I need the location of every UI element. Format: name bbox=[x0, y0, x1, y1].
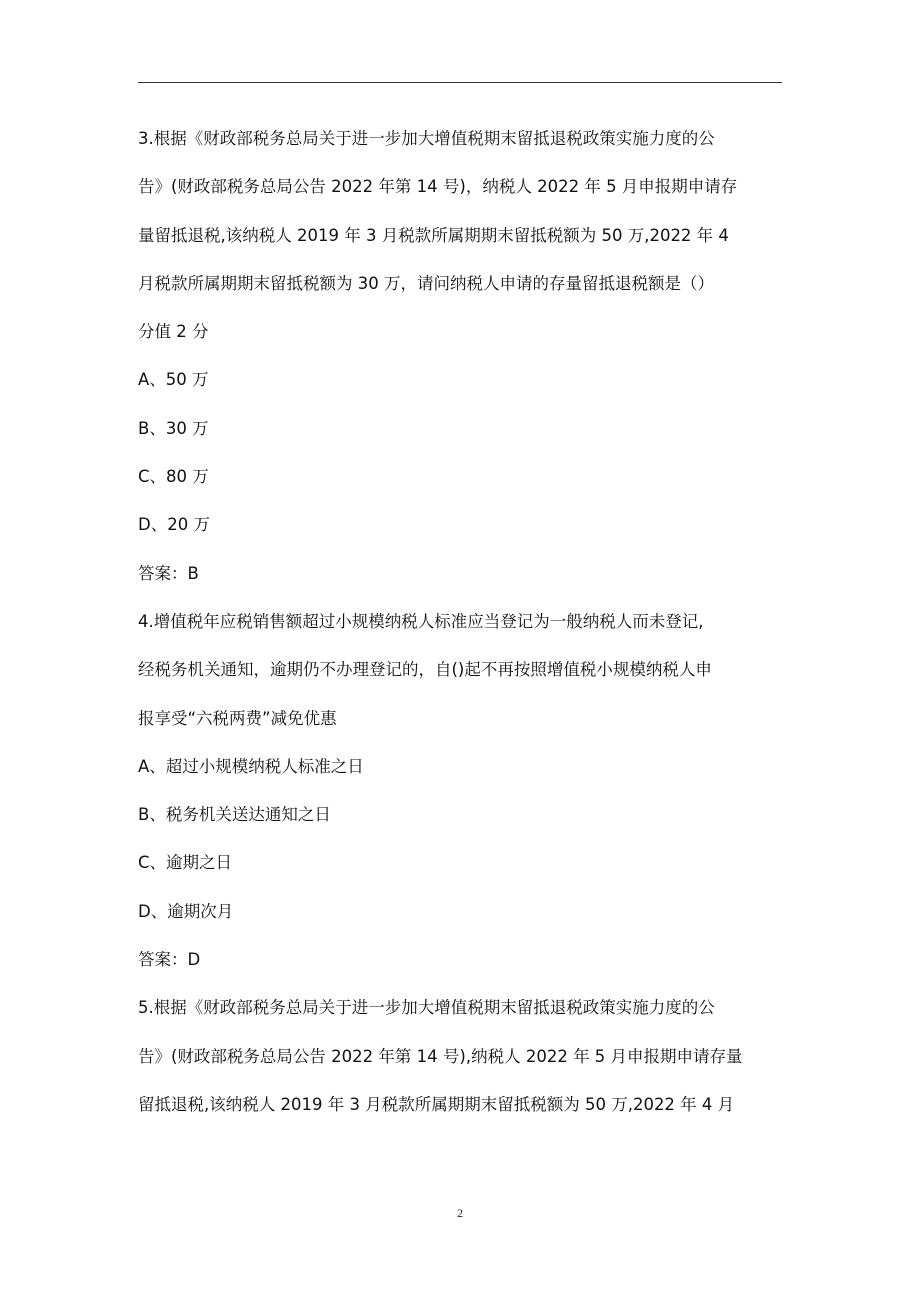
page-content bbox=[138, 115, 788, 1129]
question-4-line-3: 报享受“六税两费”减免优惠 bbox=[138, 708, 337, 728]
question-3-line-1: 3.根据《财政部税务总局关于进一步加大增值税期末留抵退税政策实施力度的公 bbox=[138, 129, 715, 148]
question-3-line-2: 告》(财政部税务总局公告 2022 年第 14 号)，纳税人 2022 年 5 月申报期申请存 bbox=[138, 177, 738, 197]
question-3-line-4: 月税款所属期期末留抵税额为 30 万，请问纳税人申请的存量留抵退税额是（） bbox=[138, 273, 714, 293]
question-3-option-b: B、30 万 bbox=[138, 418, 209, 438]
question-3-option-c: C、80 万 bbox=[138, 467, 209, 487]
question-4-option-b: B、税务机关送达通知之日 bbox=[138, 805, 331, 825]
question-4-option-a: A、超过小规模纳税人标准之日 bbox=[138, 756, 364, 776]
question-5-line-1: 5.根据《财政部税务总局关于进一步加大增值税期末留抵退税政策实施力度的公 bbox=[138, 998, 715, 1018]
question-4-option-d: D、逾期次月 bbox=[138, 901, 234, 921]
page-number: 2 bbox=[457, 1206, 463, 1220]
question-4-line-2: 经税务机关通知，逾期仍不办理登记的，自()起不再按照增值税小规模纳税人申 bbox=[138, 660, 712, 680]
question-3-option-a: A、50 万 bbox=[138, 370, 209, 390]
question-4-answer: 答案：D bbox=[138, 950, 201, 970]
question-5-line-2: 告》(财政部税务总局公告 2022 年第 14 号),纳税人 2022 年 5 月申报期申请存量 bbox=[138, 1046, 743, 1066]
question-3-line-3: 量留抵退税,该纳税人 2019 年 3 月税款所属期期末留抵税额为 50 万,2022 年 4 bbox=[138, 225, 729, 245]
question-3-answer: 答案：B bbox=[138, 563, 199, 583]
question-5-line-3: 留抵退税,该纳税人 2019 年 3 月税款所属期期末留抵税额为 50 万,2022 年 4 月 bbox=[138, 1094, 735, 1114]
question-4-option-c: C、逾期之日 bbox=[138, 853, 233, 873]
question-3-option-d: D、20 万 bbox=[138, 515, 210, 535]
header-rule bbox=[138, 82, 782, 83]
question-3-score: 分值 2 分 bbox=[138, 322, 209, 342]
question-4-line-1: 4.增值税年应税销售额超过小规模纳税人标准应当登记为一般纳税人而未登记, bbox=[138, 611, 704, 631]
